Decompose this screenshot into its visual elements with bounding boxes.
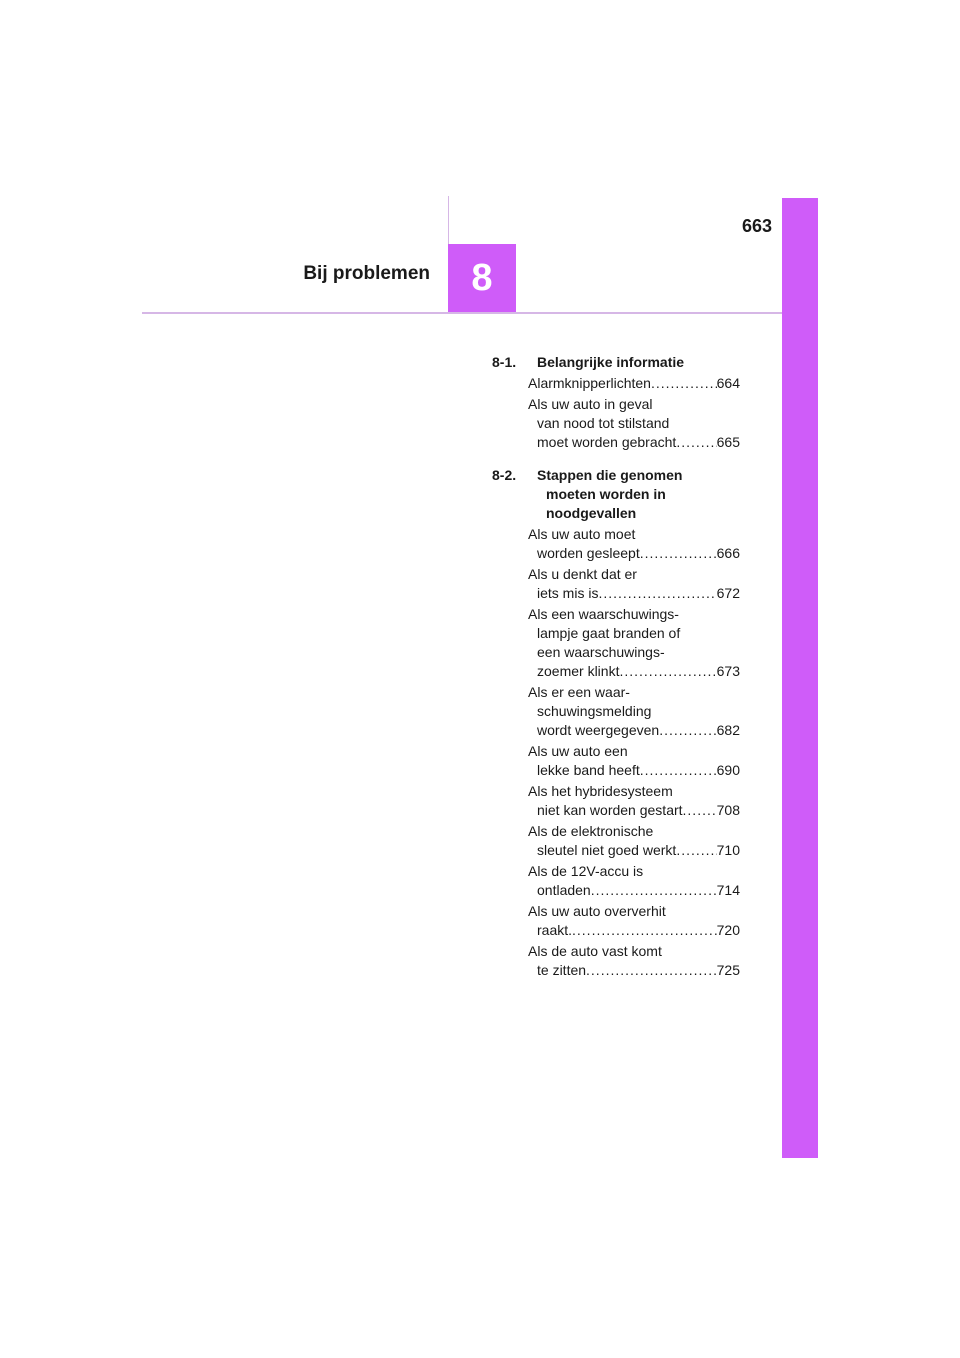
toc-section-number: 8-2.	[492, 467, 517, 483]
toc-entry-line	[528, 374, 740, 393]
toc-entry-line: een waarschuwings-	[537, 644, 665, 660]
toc-entry-line	[528, 662, 740, 681]
toc-page-number[interactable]: 665	[716, 434, 740, 450]
header-horizontal-rule	[142, 312, 782, 314]
chapter-number: 8	[471, 257, 493, 299]
toc-entry-line: lampje gaat branden of	[537, 625, 681, 641]
toc-entry[interactable]	[528, 782, 740, 820]
toc-section-title	[528, 466, 740, 523]
section-gap	[492, 454, 740, 466]
toc-entry[interactable]	[528, 942, 740, 980]
toc-entry-text: ontladen	[537, 882, 591, 898]
toc-entry-text: raakt.	[537, 922, 573, 938]
toc-section-title	[528, 353, 740, 372]
toc-section-number: 8-1.	[492, 354, 517, 370]
toc-entry-line	[528, 433, 740, 452]
toc-entry-line: Als uw auto moet	[528, 526, 636, 542]
section-title: Bij problemen	[303, 263, 430, 284]
toc-entry[interactable]	[528, 605, 740, 681]
toc-page-number[interactable]: 664	[716, 375, 740, 391]
page-number: 663	[741, 216, 772, 236]
toc-page-number[interactable]: 666	[716, 545, 740, 561]
toc-entry-text: Alarmknipperlichten	[528, 375, 651, 391]
toc-entry-line	[528, 841, 740, 860]
toc-entry-line: Als een waarschuwings-	[528, 606, 679, 622]
toc-entry-text: lekke band heeft	[537, 762, 640, 778]
toc-entry-line	[528, 921, 740, 940]
toc-entry[interactable]	[528, 565, 740, 603]
toc-entry-line: Als de elektronische	[528, 823, 654, 839]
toc-entry-line: Als uw auto in geval	[528, 396, 653, 412]
toc-entry-line: Als uw auto een	[528, 743, 628, 759]
toc-entry-text: niet kan worden gestart	[537, 802, 683, 818]
toc-leader-dots	[676, 433, 716, 452]
toc-leader-dots	[640, 544, 717, 563]
toc-section-title-line: Stappen die genomen	[537, 467, 683, 483]
toc-leader-dots	[676, 841, 716, 860]
toc-leader-dots	[591, 881, 717, 900]
toc-entry[interactable]	[528, 395, 740, 452]
toc-entry-line	[528, 721, 740, 740]
toc-entry-text: zoemer klinkt	[537, 663, 620, 679]
toc-entry-line	[528, 584, 740, 603]
toc-leader-dots	[586, 961, 717, 980]
toc-entry-line: schuwingsmelding	[537, 703, 652, 719]
toc-entry-text: wordt weergegeven	[537, 722, 660, 738]
toc-page-number[interactable]: 725	[716, 962, 740, 978]
toc-entry-line: van nood tot stilstand	[537, 415, 670, 431]
toc-entry-text: te zitten	[537, 962, 587, 978]
toc-entry-line	[528, 761, 740, 780]
toc-entry[interactable]	[528, 822, 740, 860]
toc-section-title-line: noodgevallen	[546, 505, 637, 521]
toc-entry-line	[528, 801, 740, 820]
chapter-number-box	[448, 244, 516, 312]
toc-leader-dots	[683, 801, 717, 820]
toc-entry-line: Als uw auto oververhit	[528, 903, 666, 919]
toc-entry[interactable]	[528, 862, 740, 900]
toc-page-number[interactable]: 708	[716, 802, 740, 818]
toc-page-number[interactable]: 672	[716, 585, 740, 601]
toc-section-title-line: Belangrijke informatie	[537, 354, 685, 370]
header-vertical-rule	[448, 196, 449, 246]
toc-section-title-line: moeten worden in	[546, 486, 666, 502]
toc-leader-dots	[651, 374, 717, 393]
toc-leader-dots	[640, 761, 717, 780]
toc-entry[interactable]	[528, 374, 740, 393]
chapter-sidebar-tab	[782, 198, 818, 1158]
toc-page-number[interactable]: 682	[716, 722, 740, 738]
toc-page-number[interactable]: 690	[716, 762, 740, 778]
toc-page-number[interactable]: 714	[716, 882, 740, 898]
toc-leader-dots	[659, 721, 716, 740]
toc-leader-dots	[598, 584, 716, 603]
toc-entry-line: Als de auto vast komt	[528, 943, 662, 959]
toc-entry[interactable]	[528, 525, 740, 563]
toc-entry[interactable]	[528, 902, 740, 940]
toc-entry-text: iets mis is	[537, 585, 599, 601]
toc-leader-dots	[572, 921, 717, 940]
toc-entry-line	[528, 881, 740, 900]
toc-entry-line	[528, 961, 740, 980]
toc-page-number[interactable]: 673	[716, 663, 740, 679]
toc-entry-line	[528, 544, 740, 563]
toc-entry-text: worden gesleept	[537, 545, 640, 561]
toc-entry-line: Als de 12V-accu is	[528, 863, 644, 879]
toc-entry-text: moet worden gebracht	[537, 434, 677, 450]
toc-section-heading	[492, 353, 740, 372]
toc-entry-text: sleutel niet goed werkt	[537, 842, 677, 858]
toc-leader-dots	[619, 662, 716, 681]
toc-page-number[interactable]: 710	[716, 842, 740, 858]
toc-entry[interactable]	[528, 742, 740, 780]
toc-section-heading	[492, 466, 740, 523]
toc-entry-line: Als u denkt dat er	[528, 566, 637, 582]
table-of-contents	[492, 353, 740, 982]
toc-entry-line: Als het hybridesysteem	[528, 783, 673, 799]
toc-entry-line: Als er een waar-	[528, 684, 630, 700]
toc-page-number[interactable]: 720	[716, 922, 740, 938]
toc-entry[interactable]	[528, 683, 740, 740]
